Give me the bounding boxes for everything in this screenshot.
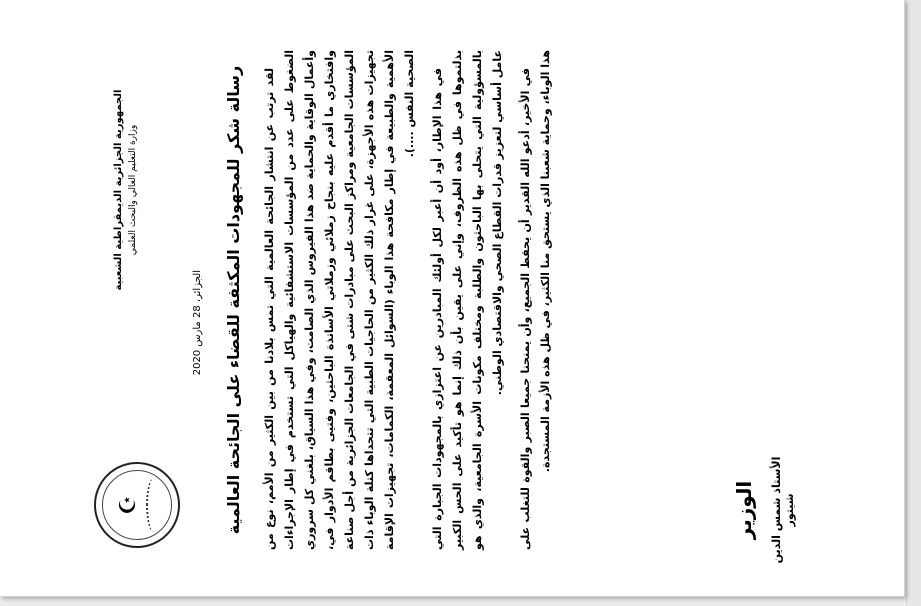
national-seal-icon: ☪	[94, 462, 180, 548]
rotated-letter	[72, 20, 872, 580]
paragraph-3: في الأخير، أدعو الله القدير أن يحفظ الجميع، وأن يمنحنا جميعا الصبر والقوة للتغلب على هذا الوباء، وحماية شعبنا الذي يستحق منا الكثير، في ظل هذه الأزمة المستجدة.	[519, 50, 552, 550]
signature-block	[732, 440, 796, 580]
letter-date: الجزائر، 28 مارس 2020	[192, 270, 203, 376]
paragraph-1: لقد ترتب عن انتشار الجائحة العالمية التي تمس بلادنا من بين الكثير من الأمم، نوع من الضغوط على عدد من المؤسسات الاستشفائية والهياكل التي تستخدم في إطار الإجراءات وأعمال الوقاية والحماية ضد هذا الفيروس الذي الصامت، وفي هذا السياق، بلغني كل سروري وافتخاري ما أقدم عليه بنجاح زملائي وزملاتي الأساتذة الباحثين، وفتيى بطاقم الأدوار في، المؤسسات الجامعية ومراكز البحث على مبادرات شتى في الجامعات الجزائرية من أجل صناعة تجهيزات هذه الأجهزة، على غرار ذلك الكثير من الحاجيات الطبية التي تتحداها كتلة الوباء ذات الأهمية والطبيعة في إطار مكافحة هذا الوباء (السوائل المعقمة، الكمامات، تجهيزات الإقامة الصحية النفس ....).	[263, 50, 416, 550]
paragraph-2: في هذا الإطار، أود أن أعبر لكل أولئك المبادرين عن اعتزازي بالمجهودات الجبارة التي بذلتموها في ظل هذه الظروف، وإني على يقين بأن ذلك إنما هو تأكيد على الحس الكبير بالمسؤولية التي يتحلى بها الباحثون والطلبة ومختلف مكونات الأسرة الجامعية، والذي هو عامل أساسي لتعزيز قدرات القطاع الصحي والاقتصادي الوطني.	[431, 50, 504, 550]
vertical-scrollbar[interactable]	[906, 0, 921, 606]
signature-name: الأستاذ شمس الدين شيتور	[770, 456, 796, 564]
letterhead-ministry: وزارة التعليم العالي والبحث العلمي	[128, 124, 138, 256]
signature-role: الوزير	[732, 480, 756, 540]
letter-body	[260, 50, 564, 550]
letter-title: رسالة شكر للمجهودات المكثفة للقضاء على الجائحة العالمية	[224, 65, 243, 535]
letterhead-country: الجمهورية الجزائرية الديمقراطية الشعبية	[113, 89, 124, 291]
letterhead	[112, 60, 140, 320]
